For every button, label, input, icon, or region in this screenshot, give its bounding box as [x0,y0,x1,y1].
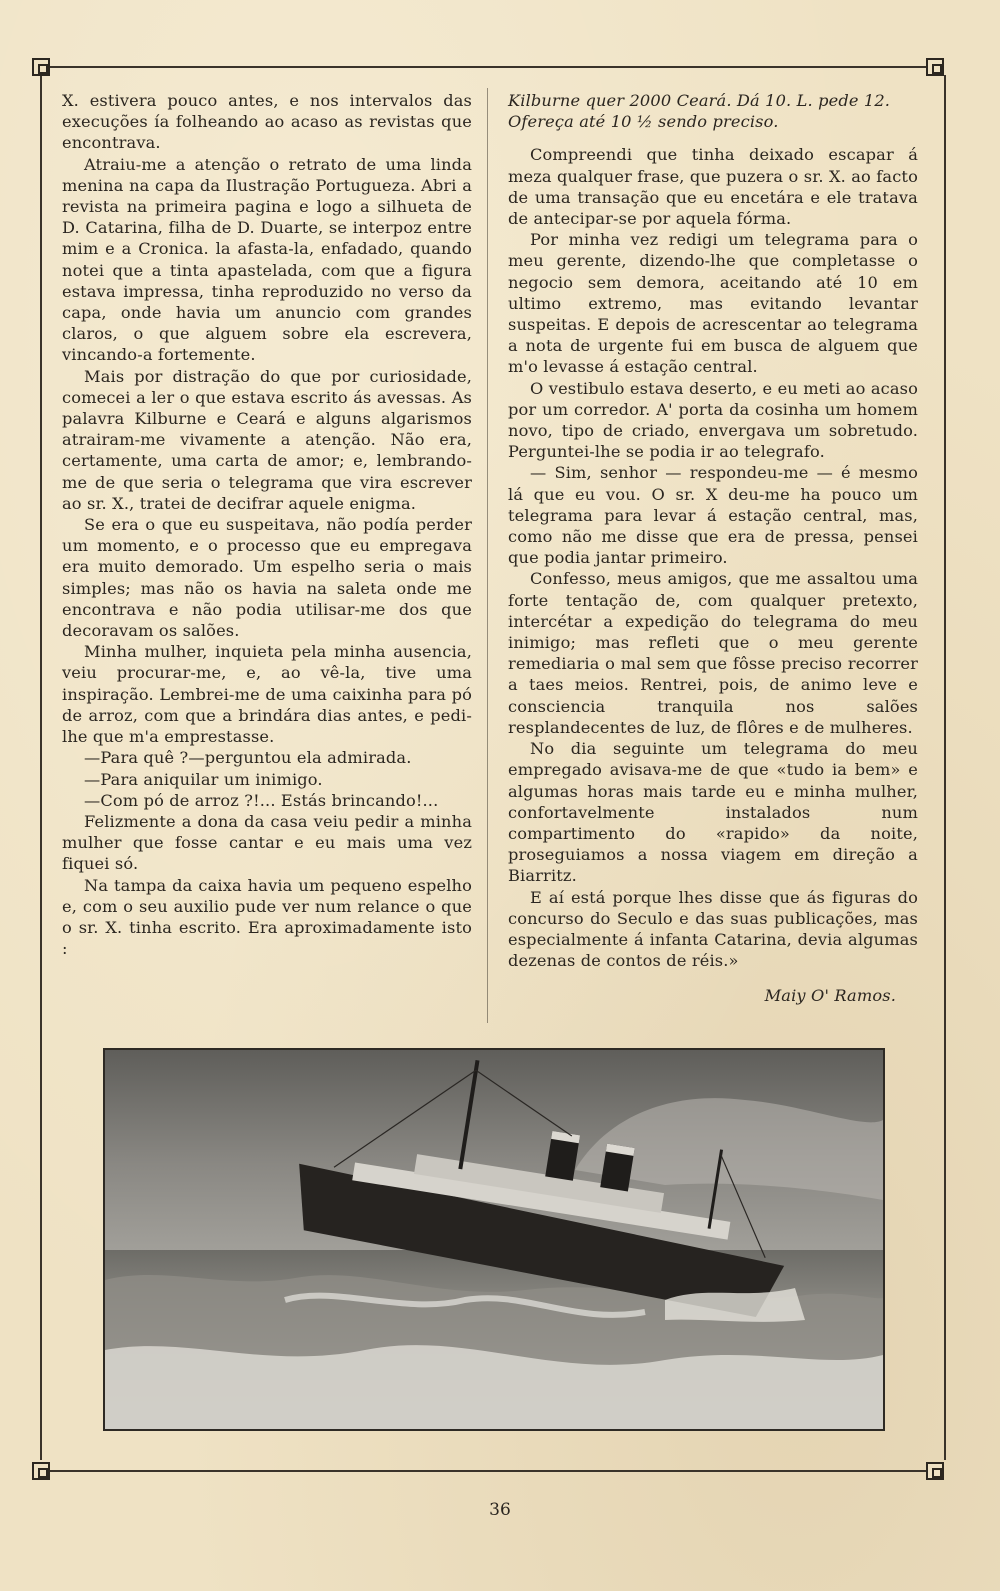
frame-left-rule [40,75,42,1460]
paragraph: Mais por distração do que por curiosidade, comecei a ler o que estava escrito ás avessas. As palavra Kilburne e Ceará e alguns algarismos atrairam-me vivamente a atenção. Não era, certamente, uma carta de amor; e, lembrando-me de que seria o telegrama que vira escrever ao sr. X., tratei de decifrar aquele enigma. [62,366,472,513]
dialogue-line: —Para quê ?—perguntou ela admirada. [84,748,412,768]
paragraph: Se era o que eu suspeitava, não podía perder um momento, e o processo que eu empregava era muito demorado. Um espelho seria o mais simples; mas não os havia na saleta onde me encontrava e não podia utilisar-me dos que decoravam os salões. [62,515,472,641]
left-column [62,90,472,959]
column-divider-rule [487,88,488,1023]
frame-top-rule [44,66,934,68]
steamship-illustration [103,1048,885,1431]
page-number: 36 [489,1500,511,1520]
telegram-text: Kilburne quer 2000 Ceará. Dá 10. L. pede 12. [508,91,891,110]
paragraph: E aí está porque lhes disse que ás figuras do concurso do Seculo e das suas publicações, mas especialmente á infanta Catarina, devia algumas dezenas de contos de réis.» [508,887,918,971]
paragraph: Confesso, meus amigos, que me assaltou uma forte tentação de, com qualquer pretexto, intercétar a expedição do telegrama do meu inimigo; mas refleti que o meu gerente remediaria o mal sem que fôsse preciso recorrer a taes meios. Rentrei, pois, de animo leve e consciencia tranquila nos salões resplandecentes de luz, de flôres e de mulheres. [508,569,918,737]
paragraph: Compreendi que tinha deixado escapar á meza qualquer frase, que puzera o sr. X. ao facto de uma transação que eu encetára e ele tratava de antecipar-se por aquela fórma. [508,145,918,229]
telegram-text: Ofereça até 10 ½ sendo preciso. [508,112,779,132]
corner-ornament-top-left [32,58,50,76]
paragraph: No dia seguinte um telegrama do meu empregado avisava-me de que «tudo ia bem» e algumas horas mais tarde eu e minha mulher, confortavelmente instalados num compartimento do «rapido» da noite, proseguiamos a nossa viagem em direção a Biarritz. [508,739,918,886]
dialogue-line: — Sim, senhor — respondeu-me — é mesmo lá que eu vou. O sr. X deu-me ha pouco um telegrama para levar á estação central, mas, como não me disse que era de pressa, pensei que podia jantar primeiro. [508,463,918,568]
frame-right-rule [944,75,946,1460]
corner-ornament-top-right [926,58,944,76]
paragraph: Minha mulher, inquieta pela minha ausencia, veiu procurar-me, e, ao vê-la, tive uma inspiração. Lembrei-me de uma caixinha para pó de arroz, com que a brindára dias antes, e pedi-lhe que m'a emprestasse. [62,642,472,747]
corner-ornament-bottom-right [926,1462,944,1480]
frame-bottom-rule [44,1470,934,1472]
dialogue-line: —Com pó de arroz ?!... Estás brincando!... [84,790,439,810]
author-signature: Maiy O' Ramos. [764,986,896,1006]
paragraph: Na tampa da caixa havia um pequeno espelho e, com o seu auxilio pude ver num relance o que o sr. X. tinha escrito. Era aproximadamente isto : [62,875,472,959]
right-column [508,90,918,1007]
paragraph: X. estivera pouco antes, e nos intervalos das execuções ía folheando ao acaso as revistas que encontrava. [62,91,472,153]
corner-ornament-bottom-left [32,1462,50,1480]
wave-foam [105,1345,883,1429]
dialogue-line: —Para aniquilar um inimigo. [84,769,323,789]
paragraph: O vestibulo estava deserto, e eu meti ao acaso por um corredor. A' porta da cosinha um homem novo, tipo de criado, envergava um sobretudo. Perguntei-lhe se podia ir ao telegrafo. [508,378,918,462]
paragraph: Por minha vez redigi um telegrama para o meu gerente, dizendo-lhe que completasse o negocio sem demora, aceitando até 10 em ultimo extremo, mas evitando levantar suspeitas. E depois de acrescentar ao telegrama a nota de urgente fui em busca de alguem que m'o levasse á estação central. [508,230,918,377]
paragraph: Felizmente a dona da casa veiu pedir a minha mulher que fosse cantar e eu mais uma vez fiquei só. [62,811,472,874]
steamship-drawing [105,1050,883,1429]
paragraph: Atraiu-me a atenção o retrato de uma linda menina na capa da Ilustração Portugueza. Abri a revista na primeira pagina e logo a silhueta de D. Catarina, filha de D. Duarte, se interpoz entre mim e a Cronica. la afasta-la, enfadado, quando notei que a tinta apastelada, com que a figura estava impressa, tinha reproduzido no verso da capa, onde havia um anuncio com grandes claros, o que alguem sobre ela escrevera, vincando-a fortemente. [62,154,472,365]
